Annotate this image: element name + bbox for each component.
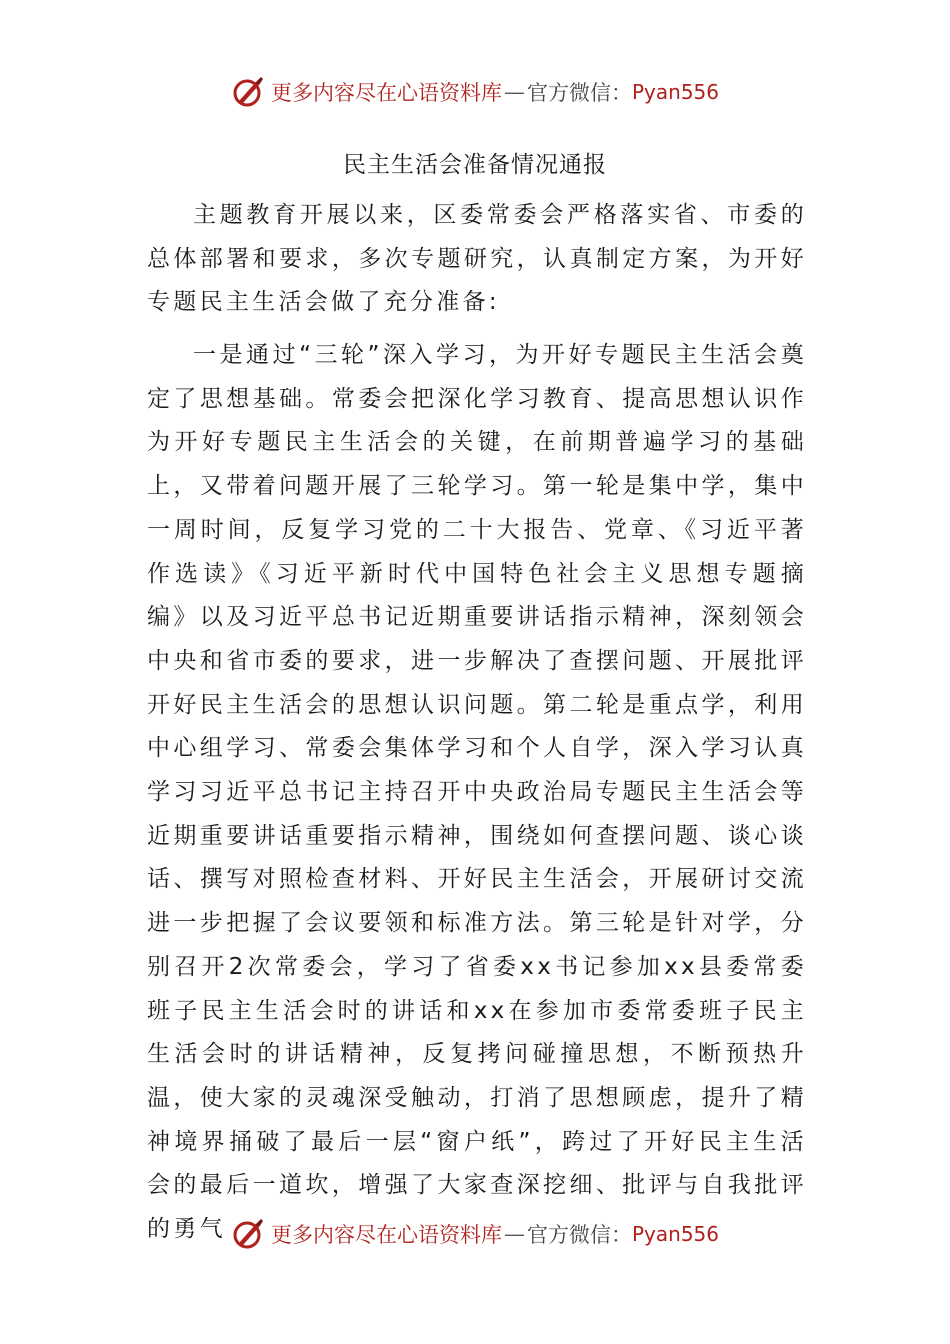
banner-handle: Pyan556 xyxy=(631,80,719,104)
banner-text: 更多内容尽在心语资料库 xyxy=(270,1223,502,1247)
paragraph-intro: 主题教育开展以来，区委常委会严格落实省、市委的总体部署和要求，多次专题研究，认真制定方案，为开好专题民主生活会做了充分准备: xyxy=(147,202,807,316)
header-watermark-banner xyxy=(0,72,950,112)
banner-handle: Pyan556 xyxy=(631,1222,719,1246)
banner-separator: — xyxy=(503,1222,525,1246)
banner-text: 更多内容尽在心语资料库 xyxy=(270,81,502,105)
footer-watermark-banner xyxy=(0,1214,950,1254)
pen-circle-logo-icon xyxy=(231,1217,265,1251)
pen-circle-logo-icon xyxy=(231,75,265,109)
document-title: 民主生活会准备情况通报 xyxy=(343,152,607,178)
banner-separator: — xyxy=(503,80,525,104)
banner-label: 官方微信： xyxy=(526,1223,632,1247)
paragraph-study: 一是通过“三轮”深入学习，为开好专题民主生活会奠定了思想基础。常委会把深化学习教育、提高思想认识作为开好专题民主生活会的关键，在前期普遍学习的基础上，又带着问题开展了三轮学习。第一轮是集中学，集中一周时间，反复学习党的二十大报告、党章、《习近平著作选读》《习近平新时代中国特色社会主义思想专题摘编》以及习近平总书记近期重要讲话指示精神，深刻领会中央和省市委的要求，进一步解决了查摆问题、开展批评开好民主生活会的思想认识问题。第二轮是重点学，利用中心组学习、常委会集体学习和个人自学，深入学习认真学习习近平总书记主持召开中央政治局专题民主生活会等近期重要讲话重要指示精神，围绕如何查摆问题、谈心谈话、撰写对照检查材料、开好民主生活会，开展研讨交流进一步把握了会议要领和标准方法。第三轮是针对学，分别召开2次常委会，学习了省委xx书记参加xx县委常委班子民主生活会时的讲话和xx在参加市委常委班子民主生活会时的讲话精神，反复拷问碰撞思想，不断预热升温，使大家的灵魂深受触动，打消了思想顾虑，提升了精神境界捅破了最后一层“窗户纸”，跨过了开好民主生活会的最后一道坎，增强了大家查深挖细、批评与自我批评的勇气 xyxy=(147,342,807,1243)
banner-label: 官方微信： xyxy=(526,81,632,105)
